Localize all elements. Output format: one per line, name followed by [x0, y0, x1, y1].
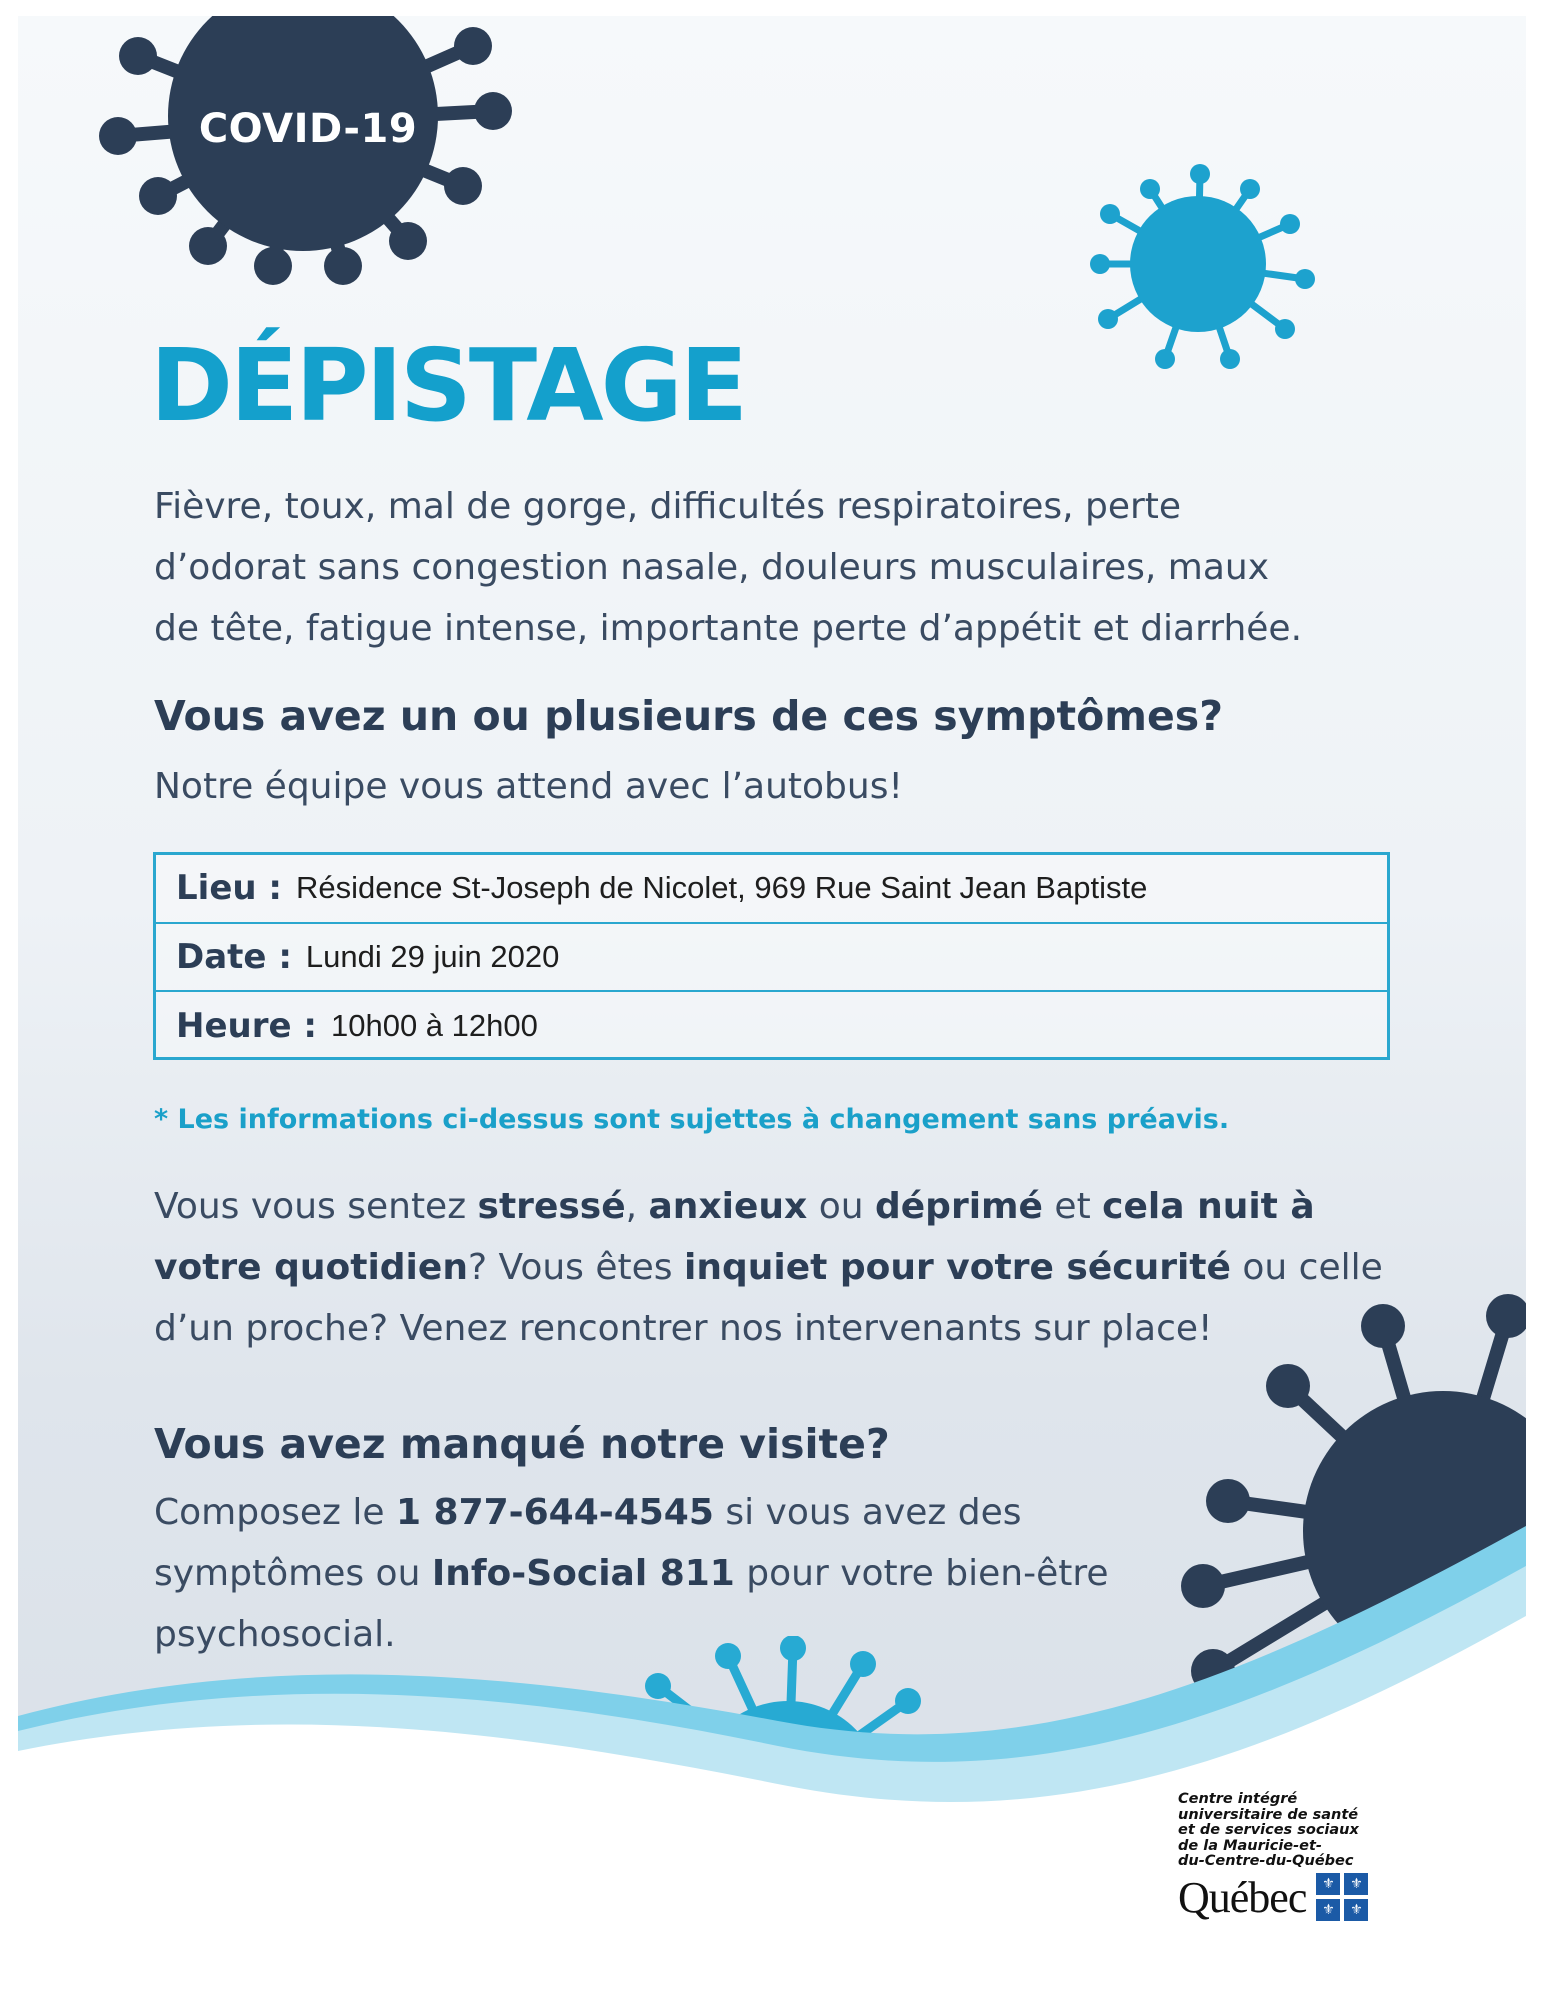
phone-number: 1 877-644-4545: [395, 1492, 714, 1533]
missed-text: Composez le: [154, 1492, 396, 1533]
bus-subtext: Notre équipe vous attend avec l’autobus!: [154, 766, 903, 807]
support-text: ou: [807, 1186, 875, 1227]
info-social-number: Info-Social 811: [431, 1553, 735, 1594]
location-value: Résidence St-Joseph de Nicolet, 969 Rue Saint Jean Baptiste: [296, 870, 1148, 906]
support-bold: votre quotidien: [154, 1247, 468, 1288]
symptoms-line: d’odorat sans congestion nasale, douleurs musculaires, maux: [154, 547, 1269, 588]
location-label: Lieu :: [176, 868, 283, 909]
time-row: [156, 992, 1387, 1061]
time-label: Heure :: [176, 1006, 317, 1047]
date-row: [156, 924, 1387, 993]
covid-badge-label: COVID-19: [198, 106, 418, 152]
poster: [18, 16, 1526, 1976]
date-label: Date :: [176, 936, 292, 977]
quebec-flag-icon: ⚜ ⚜ ⚜ ⚜: [1316, 1873, 1368, 1921]
org-line: et de services sociaux: [1178, 1822, 1359, 1838]
quebec-wordmark-row: [1178, 1872, 1518, 1923]
quebec-wordmark: Québec: [1178, 1872, 1307, 1922]
symptoms-line: de tête, fatigue intense, importante perte d’appétit et diarrhée.: [154, 608, 1303, 649]
ciusss-logo: [1178, 1792, 1518, 1952]
support-text: ,: [625, 1186, 649, 1227]
support-bold: inquiet pour votre sécurité: [684, 1247, 1231, 1288]
symptoms-paragraph: [154, 476, 1434, 659]
location-row: [156, 855, 1387, 924]
org-line: de la Mauricie-et-: [1178, 1837, 1322, 1854]
organization-name: [1178, 1792, 1518, 1870]
missed-text: si vous avez des: [713, 1492, 1022, 1533]
support-text: d’un proche? Venez rencontrer nos intervenants sur place!: [154, 1308, 1213, 1349]
support-bold: cela nuit à: [1102, 1186, 1315, 1227]
support-bold: anxieux: [648, 1186, 808, 1227]
symptoms-question-heading: Vous avez un ou plusieurs de ces symptômes?: [154, 692, 1223, 740]
missed-text: symptômes ou: [154, 1553, 432, 1594]
virus-icon-top-right: [1080, 154, 1320, 374]
change-notice: * Les informations ci-dessus sont sujettes à changement sans préavis.: [154, 1104, 1230, 1135]
time-value: 10h00 à 12h00: [330, 1008, 538, 1044]
missed-text: psychosocial.: [154, 1614, 396, 1655]
org-line: universitaire de santé: [1178, 1806, 1359, 1823]
org-line: Centre intégré: [1178, 1791, 1298, 1807]
org-line: du-Centre-du-Québec: [1178, 1853, 1354, 1869]
missed-text: pour votre bien-être: [734, 1553, 1109, 1594]
date-value: Lundi 29 juin 2020: [305, 938, 560, 974]
support-text: ? Vous êtes: [467, 1247, 684, 1288]
support-text: Vous vous sentez: [154, 1186, 478, 1227]
support-text: ou celle: [1230, 1247, 1383, 1288]
support-text: et: [1042, 1186, 1103, 1227]
info-table: [153, 852, 1390, 1060]
symptoms-line: Fièvre, toux, mal de gorge, difficultés respiratoires, perte: [154, 486, 1182, 527]
page-title: DÉPISTAGE: [150, 327, 746, 444]
support-bold: déprimé: [875, 1186, 1043, 1227]
missed-visit-heading: Vous avez manqué notre visite?: [154, 1420, 890, 1468]
support-bold: stressé: [477, 1186, 626, 1227]
